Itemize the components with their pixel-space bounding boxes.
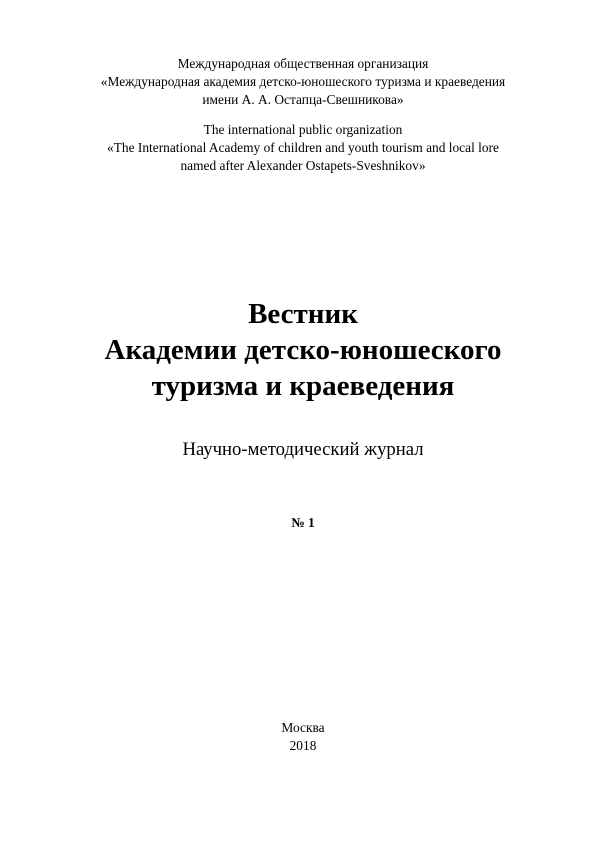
org-ru-line-3: имени А. А. Остапца-Свешникова» [202,92,404,107]
imprint-year: 2018 [289,738,317,753]
org-en-line-1: The international public organization [203,122,403,137]
imprint-city: Москва [281,720,325,735]
org-ru-line-2: «Международная академия детско-юношеского туризма и краеведения [100,74,506,89]
journal-subtitle: Научно-методический журнал [182,439,424,460]
org-en-line-2: «The International Academy of children and youth tourism and local lore [107,140,499,155]
title-line-3: туризма и краеведения [151,370,455,402]
journal-title [0,296,606,404]
imprint [0,719,606,755]
org-en-line-3: named after Alexander Ostapets-Sveshnikov» [180,158,426,173]
issue-number: № 1 [291,515,315,530]
title-line-1: Вестник [248,298,358,330]
title-line-2: Академии детско-юношеского [104,334,502,366]
org-ru-line-1: Международная общественная организация [177,56,429,71]
organization-name-english [0,121,606,175]
organization-name-russian [0,55,606,109]
